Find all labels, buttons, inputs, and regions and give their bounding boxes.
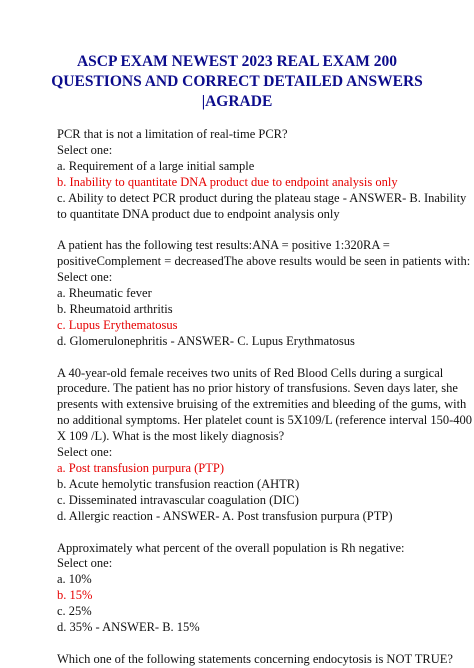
question-line: a. Rheumatic fever <box>57 286 152 301</box>
question-block <box>57 365 473 525</box>
question-block <box>57 651 453 668</box>
title-line: |AGRADE <box>201 93 273 110</box>
question-line: c. Disseminated intravascular coagulation (DIC) <box>57 492 299 507</box>
question-line: Select one: <box>57 445 113 460</box>
question-line: a. Requirement of a large initial sample <box>57 158 255 173</box>
question-line: A 40-year-old female receives two units of Red Blood Cells during a surgical <box>57 365 444 380</box>
highlighted-answer-line: b. 15% <box>57 588 93 603</box>
question-block <box>57 238 471 349</box>
question-line: b. Rheumatoid arthritis <box>57 301 173 316</box>
question-line: to quantitate DNA product due to endpoint analysis only <box>57 206 340 221</box>
document-title <box>40 52 434 112</box>
question-line: a. 10% <box>57 572 92 587</box>
question-line: Select one: <box>57 270 113 285</box>
title-line: ASCP EXAM NEWEST 2023 REAL EXAM 200 <box>76 53 398 70</box>
highlighted-answer-line: b. Inability to quantitate DNA product due to endpoint analysis only <box>57 174 398 189</box>
question-line: b. Acute hemolytic transfusion reaction (AHTR) <box>57 476 300 491</box>
question-line: A patient has the following test results:ANA = positive 1:320RA = <box>57 238 390 253</box>
question-line: no additional symptoms. Her platelet count is 5X109/L (reference interval 150-400 <box>57 413 473 428</box>
question-line: presents with extensive bruising of the extremities and bleeding of the gums, with <box>57 397 467 412</box>
question-line: procedure. The patient has no prior history of transfusions. Seven days later, she <box>57 381 458 396</box>
question-block <box>57 541 437 636</box>
question-block <box>57 127 467 222</box>
question-line: Select one: <box>57 556 113 571</box>
question-line: c. Ability to detect PCR product during the plateau stage - ANSWER- B. Inability <box>57 190 467 205</box>
question-line: c. 25% <box>57 604 92 619</box>
question-line: d. Glomerulonephritis - ANSWER- C. Lupus Erythmatosus <box>57 333 355 348</box>
question-line: d. 35% - ANSWER- B. 15% <box>57 620 200 635</box>
highlighted-answer-line: c. Lupus Erythematosus <box>57 317 178 332</box>
question-line: Approximately what percent of the overall population is Rh negative: <box>57 540 405 555</box>
question-line: Select one: <box>57 142 113 157</box>
highlighted-answer-line: a. Post transfusion purpura (PTP) <box>57 461 224 475</box>
question-list <box>57 127 473 668</box>
question-line: PCR that is not a limitation of real-time PCR? <box>57 127 288 141</box>
question-line: X 109 /L). What is the most likely diagnosis? <box>57 429 285 444</box>
question-line: Which one of the following statements concerning endocytosis is NOT TRUE? <box>57 651 453 666</box>
question-line: positiveComplement = decreasedThe above results would be seen in patients with: <box>57 254 471 269</box>
question-line: d. Allergic reaction - ANSWER- A. Post transfusion purpura (PTP) <box>57 508 393 523</box>
title-line: QUESTIONS AND CORRECT DETAILED ANSWERS <box>51 73 423 90</box>
